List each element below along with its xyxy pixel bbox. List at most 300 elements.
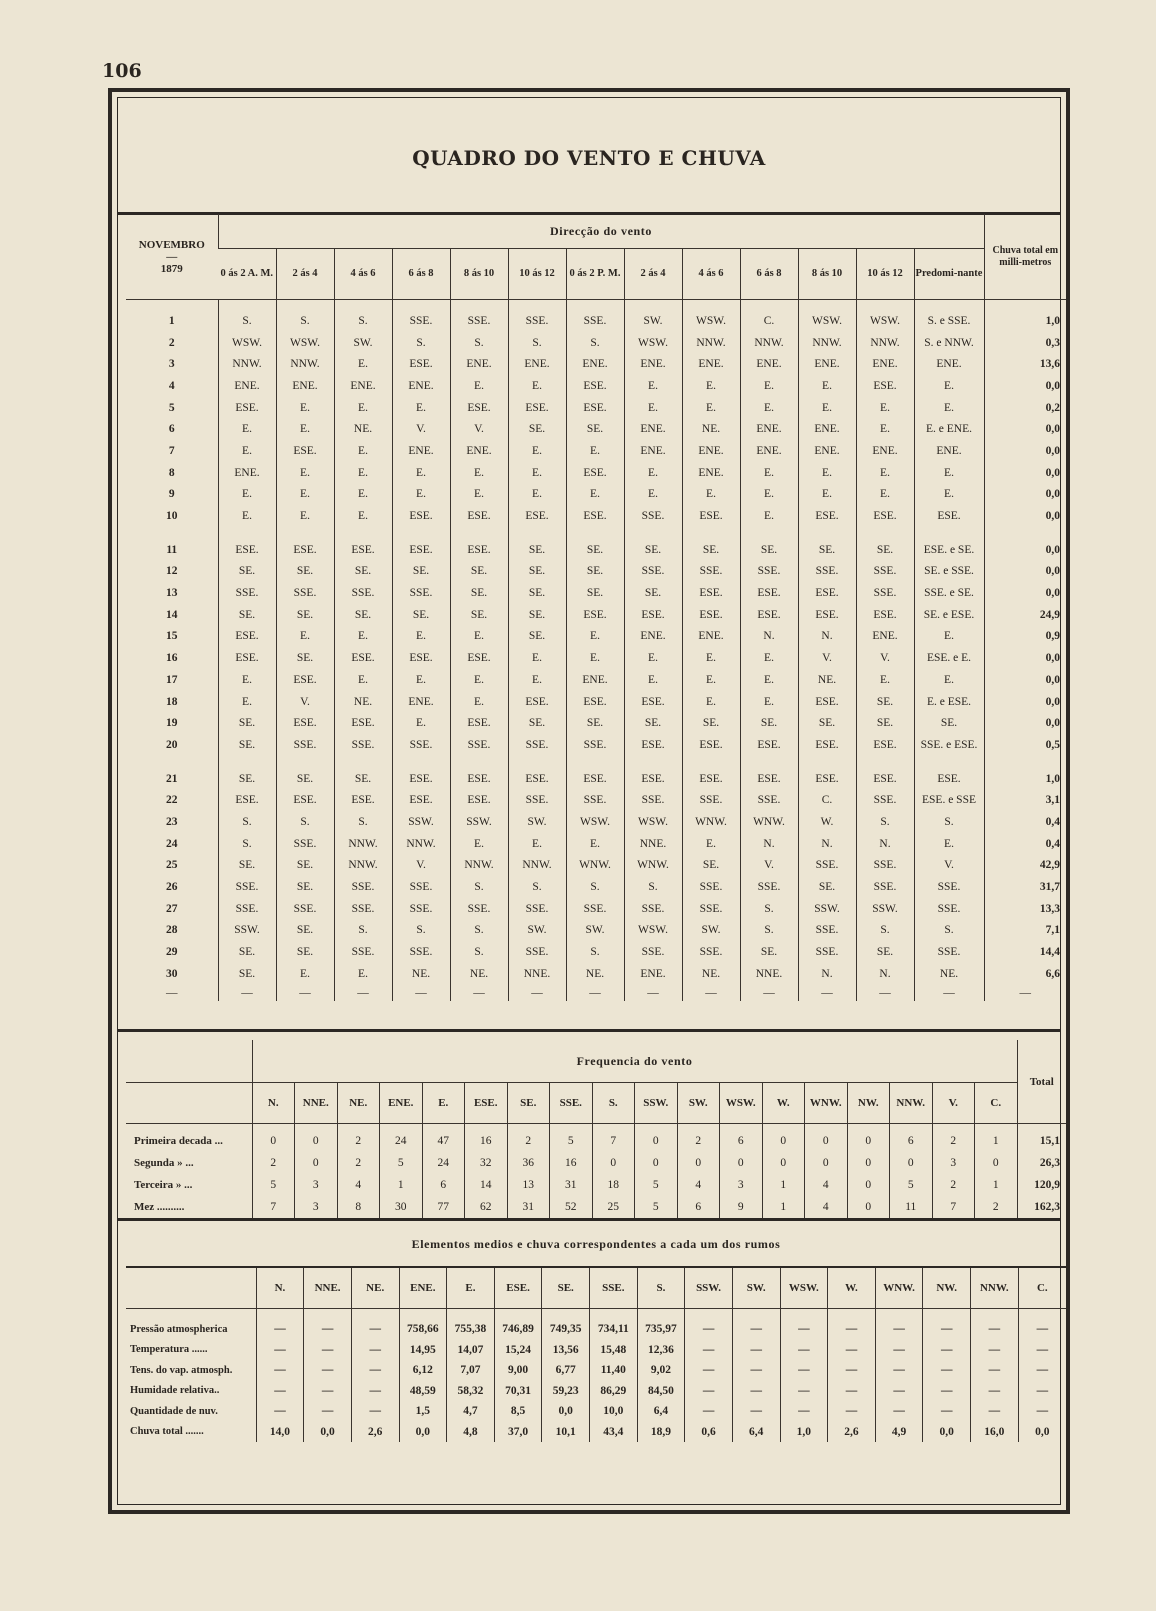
elements-cell: 37,0 bbox=[494, 1422, 542, 1443]
wind-cell: NNW. bbox=[798, 332, 856, 354]
elements-cell: — bbox=[1018, 1401, 1066, 1422]
frequency-cell: 0 bbox=[720, 1152, 763, 1174]
frequency-cell: 0 bbox=[975, 1152, 1018, 1174]
elements-cell: — bbox=[351, 1401, 399, 1422]
wind-cell: E. bbox=[450, 669, 508, 691]
wind-cell: ESE. bbox=[508, 397, 566, 419]
wind-cell: ESE. e SE. bbox=[914, 539, 984, 561]
rain-cell: 1,0 bbox=[984, 300, 1066, 332]
table-row bbox=[126, 300, 1066, 332]
wind-cell: E. bbox=[740, 647, 798, 669]
elements-cell: 758,66 bbox=[399, 1309, 447, 1340]
wind-cell: SE. bbox=[798, 712, 856, 734]
wind-cell: SW. bbox=[334, 332, 392, 354]
wind-cell: E. bbox=[682, 669, 740, 691]
elements-cell: 0,0 bbox=[923, 1422, 971, 1443]
wind-cell: ESE. bbox=[798, 734, 856, 756]
wind-cell: S. bbox=[856, 920, 914, 942]
elements-cell: — bbox=[971, 1360, 1019, 1381]
rain-cell: 0,0 bbox=[984, 561, 1066, 583]
wind-cell: ESE. bbox=[450, 768, 508, 790]
gap-cell bbox=[392, 756, 450, 768]
wind-cell: ESE. bbox=[450, 397, 508, 419]
wind-cell: NNE. bbox=[508, 963, 566, 985]
table-row bbox=[126, 811, 1066, 833]
wind-cell: E. bbox=[798, 375, 856, 397]
wind-cell: E. bbox=[624, 375, 682, 397]
end-dash-cell: — bbox=[166, 986, 178, 999]
wind-cell: ENE. bbox=[798, 418, 856, 440]
wind-cell: E. bbox=[682, 647, 740, 669]
gap-cell bbox=[984, 527, 1066, 539]
end-dash-cell: — bbox=[450, 985, 508, 1001]
wind-cell: E. bbox=[682, 375, 740, 397]
wind-cell: ESE. bbox=[856, 505, 914, 527]
elements-cell: — bbox=[828, 1401, 876, 1422]
day-cell: 2 bbox=[168, 336, 175, 349]
frequency-cell: 5 bbox=[380, 1152, 423, 1174]
wind-cell: ENE. bbox=[624, 418, 682, 440]
frequency-cell: 1 bbox=[975, 1174, 1018, 1196]
wind-cell: SSE. bbox=[218, 876, 276, 898]
wind-cell: E. bbox=[218, 505, 276, 527]
column-header: 8 ás 10 bbox=[450, 249, 508, 300]
end-row bbox=[126, 985, 1066, 1001]
wind-cell: ESE. bbox=[740, 768, 798, 790]
gap-cell bbox=[218, 527, 276, 539]
elements-cell: — bbox=[828, 1309, 876, 1340]
wind-cell: N. bbox=[740, 833, 798, 855]
gap-cell bbox=[740, 756, 798, 768]
wind-cell: E. bbox=[740, 375, 798, 397]
frequency-row bbox=[126, 1152, 1066, 1174]
day-cell: 3 bbox=[168, 358, 175, 371]
frequency-cell: 1 bbox=[762, 1174, 805, 1196]
frequency-column-header: SW. bbox=[677, 1083, 720, 1124]
wind-cell: ENE. bbox=[624, 963, 682, 985]
wind-cell: SSE. bbox=[508, 789, 566, 811]
elements-column-header: SSE. bbox=[590, 1267, 638, 1309]
frequency-column-header: V. bbox=[932, 1083, 975, 1124]
wind-cell: E. e ENE. bbox=[914, 418, 984, 440]
wind-cell: SE. bbox=[856, 712, 914, 734]
wind-cell: E. bbox=[218, 669, 276, 691]
frequency-cell: 52 bbox=[550, 1196, 593, 1218]
elements-cell: — bbox=[923, 1340, 971, 1361]
frequency-cell: 1 bbox=[975, 1124, 1018, 1153]
wind-cell: ESE. bbox=[218, 626, 276, 648]
wind-cell: ESE. bbox=[914, 768, 984, 790]
table-row bbox=[126, 332, 1066, 354]
rain-cell: 3,1 bbox=[984, 789, 1066, 811]
table-row bbox=[126, 669, 1066, 691]
wind-cell: SSE. bbox=[334, 734, 392, 756]
frequency-cell: 0 bbox=[252, 1124, 295, 1153]
wind-cell: SSE. bbox=[508, 734, 566, 756]
wind-cell: ESE. bbox=[624, 604, 682, 626]
wind-cell: E. bbox=[450, 375, 508, 397]
wind-cell: SE. bbox=[276, 768, 334, 790]
elements-cell: 0,0 bbox=[304, 1422, 352, 1443]
end-dash-cell: — bbox=[914, 985, 984, 1001]
direction-group-header: Direcção do vento bbox=[218, 214, 984, 249]
table-row bbox=[126, 484, 1066, 506]
table-row bbox=[126, 505, 1066, 527]
gap-cell bbox=[126, 527, 218, 539]
wind-cell: S. bbox=[450, 941, 508, 963]
frequency-cell: 5 bbox=[550, 1124, 593, 1153]
wind-cell: SSE. bbox=[566, 898, 624, 920]
frequency-cell: 47 bbox=[422, 1124, 465, 1153]
frequency-row bbox=[126, 1124, 1066, 1153]
wind-cell: SE. bbox=[508, 712, 566, 734]
day-cell: 8 bbox=[168, 466, 175, 479]
wind-cell: ENE. bbox=[218, 375, 276, 397]
wind-cell: SW. bbox=[508, 920, 566, 942]
wind-cell: SE. bbox=[682, 855, 740, 877]
frequency-cell: 0 bbox=[847, 1124, 890, 1153]
elements-table bbox=[126, 1222, 1066, 1442]
table-row bbox=[126, 375, 1066, 397]
wind-cell: NNW. bbox=[856, 332, 914, 354]
elements-cell: 1,0 bbox=[780, 1422, 828, 1443]
wind-cell: SE. bbox=[276, 876, 334, 898]
wind-cell: NNW. bbox=[218, 353, 276, 375]
elements-column-header: WSW. bbox=[780, 1267, 828, 1309]
wind-cell: E. bbox=[392, 712, 450, 734]
wind-cell: E. bbox=[392, 397, 450, 419]
frequency-cell: 16 bbox=[465, 1124, 508, 1153]
frequency-cell: 5 bbox=[635, 1174, 678, 1196]
elements-cell: — bbox=[304, 1360, 352, 1381]
wind-cell: ENE. bbox=[682, 440, 740, 462]
column-header: 6 ás 8 bbox=[392, 249, 450, 300]
wind-cell: E. bbox=[914, 833, 984, 855]
gap-cell bbox=[450, 756, 508, 768]
wind-cell: ESE. bbox=[624, 691, 682, 713]
wind-cell: SE. bbox=[218, 963, 276, 985]
day-cell: 21 bbox=[166, 772, 178, 785]
wind-cell: SSE. bbox=[508, 941, 566, 963]
day-cell: 16 bbox=[166, 652, 178, 665]
wind-cell: S. bbox=[740, 898, 798, 920]
frequency-column-header: E. bbox=[422, 1083, 465, 1124]
column-header-row bbox=[126, 249, 1066, 300]
day-cell: 15 bbox=[166, 630, 178, 643]
wind-cell: ESE. bbox=[682, 768, 740, 790]
wind-cell: ESE. e E. bbox=[914, 647, 984, 669]
rain-cell: 0,9 bbox=[984, 626, 1066, 648]
wind-cell: N. bbox=[856, 833, 914, 855]
wind-cell: V. bbox=[450, 418, 508, 440]
rain-cell: 0,0 bbox=[984, 375, 1066, 397]
elements-cell: 15,24 bbox=[494, 1340, 542, 1361]
wind-cell: ESE. bbox=[334, 539, 392, 561]
frequency-cell: 2 bbox=[975, 1196, 1018, 1218]
wind-cell: E. bbox=[914, 484, 984, 506]
wind-cell: SSE. bbox=[798, 561, 856, 583]
frequency-cell: 3 bbox=[720, 1174, 763, 1196]
elements-cell: — bbox=[875, 1401, 923, 1422]
wind-cell: SSE. bbox=[624, 505, 682, 527]
wind-cell: ENE. bbox=[218, 462, 276, 484]
frequency-cell: 24 bbox=[422, 1152, 465, 1174]
day-cell: 7 bbox=[168, 444, 175, 457]
wind-cell: ESE. bbox=[392, 768, 450, 790]
wind-cell: ESE. bbox=[276, 440, 334, 462]
day-cell: 10 bbox=[166, 510, 178, 523]
wind-cell: E. bbox=[798, 484, 856, 506]
elements-cell: — bbox=[923, 1309, 971, 1340]
wind-cell: SE. bbox=[508, 582, 566, 604]
elements-row bbox=[126, 1401, 1066, 1422]
wind-cell: ESE. bbox=[682, 582, 740, 604]
wind-cell: WSW. bbox=[624, 332, 682, 354]
wind-cell: SE. bbox=[218, 561, 276, 583]
elements-cell: — bbox=[1018, 1360, 1066, 1381]
elements-cell: 2,6 bbox=[351, 1422, 399, 1443]
gap-cell bbox=[624, 527, 682, 539]
divider bbox=[118, 1029, 1060, 1032]
wind-cell: E. bbox=[624, 647, 682, 669]
wind-cell: ENE. bbox=[682, 353, 740, 375]
frequency-cell: 13 bbox=[507, 1174, 550, 1196]
wind-cell: SSE. bbox=[682, 561, 740, 583]
frequency-cell: 31 bbox=[507, 1196, 550, 1218]
wind-cell: ESE. bbox=[682, 604, 740, 626]
column-header: 10 ás 12 bbox=[856, 249, 914, 300]
day-cell: 22 bbox=[166, 794, 178, 807]
wind-cell: SE. bbox=[334, 768, 392, 790]
wind-cell: E. bbox=[682, 397, 740, 419]
wind-cell: SSE. bbox=[740, 876, 798, 898]
frequency-row bbox=[126, 1174, 1066, 1196]
table-row bbox=[126, 626, 1066, 648]
wind-cell: NE. bbox=[682, 963, 740, 985]
frequency-cell: 0 bbox=[805, 1124, 848, 1153]
rain-cell: 31,7 bbox=[984, 876, 1066, 898]
table-row bbox=[126, 440, 1066, 462]
wind-cell: E. bbox=[334, 397, 392, 419]
frequency-row-label: Segunda » ... bbox=[134, 1157, 194, 1169]
wind-cell: ENE. bbox=[392, 440, 450, 462]
day-cell: 26 bbox=[166, 881, 178, 894]
page-title: QUADRO DO VENTO E CHUVA bbox=[412, 146, 766, 170]
column-header: 2 ás 4 bbox=[276, 249, 334, 300]
elements-cell: — bbox=[971, 1340, 1019, 1361]
wind-cell: E. bbox=[566, 440, 624, 462]
elements-cell: 86,29 bbox=[590, 1381, 638, 1402]
frequency-total-cell: 15,1 bbox=[1017, 1124, 1066, 1153]
elements-cell: — bbox=[351, 1360, 399, 1381]
elements-cell: — bbox=[685, 1401, 733, 1422]
elements-label-header bbox=[126, 1267, 256, 1309]
table-row bbox=[126, 941, 1066, 963]
wind-cell: ESE. bbox=[392, 539, 450, 561]
wind-cell: SE. bbox=[508, 539, 566, 561]
wind-cell: SE. bbox=[624, 582, 682, 604]
wind-cell: SE. bbox=[218, 734, 276, 756]
wind-cell: E. bbox=[276, 418, 334, 440]
frequency-column-header: WSW. bbox=[720, 1083, 763, 1124]
day-cell: 28 bbox=[166, 924, 178, 937]
gap-cell bbox=[508, 527, 566, 539]
wind-cell: NE. bbox=[566, 963, 624, 985]
wind-cell: NNW. bbox=[508, 855, 566, 877]
wind-cell: NE. bbox=[450, 963, 508, 985]
end-dash-cell: — bbox=[624, 985, 682, 1001]
wind-cell: ESE. bbox=[276, 539, 334, 561]
elements-cell: 9,02 bbox=[637, 1360, 685, 1381]
elements-cell: 8,5 bbox=[494, 1401, 542, 1422]
wind-cell: ESE. bbox=[856, 604, 914, 626]
wind-cell: ENE. bbox=[624, 440, 682, 462]
end-dash-cell: — bbox=[856, 985, 914, 1001]
elements-row-label: Quantidade de nuv. bbox=[130, 1405, 218, 1417]
frequency-column-header: ENE. bbox=[380, 1083, 423, 1124]
frequency-caption: Frequencia do vento bbox=[252, 1040, 1017, 1083]
day-cell: 9 bbox=[168, 488, 175, 501]
wind-cell: E. bbox=[624, 484, 682, 506]
wind-cell: ESE. bbox=[566, 462, 624, 484]
wind-cell: NE. bbox=[334, 418, 392, 440]
frequency-cell: 14 bbox=[465, 1174, 508, 1196]
wind-cell: WSW. bbox=[566, 811, 624, 833]
wind-cell: E. bbox=[508, 440, 566, 462]
elements-cell: 4,8 bbox=[447, 1422, 495, 1443]
wind-cell: S. bbox=[218, 833, 276, 855]
elements-column-header: NNW. bbox=[971, 1267, 1019, 1309]
elements-row-label: Temperatura ...... bbox=[130, 1344, 208, 1356]
wind-cell: ENE. bbox=[798, 353, 856, 375]
wind-cell: SSE. bbox=[682, 898, 740, 920]
wind-cell: SSE. bbox=[334, 582, 392, 604]
wind-cell: ESE. bbox=[334, 789, 392, 811]
wind-cell: SE. bbox=[276, 920, 334, 942]
wind-cell: SE. bbox=[856, 691, 914, 713]
gap-cell bbox=[740, 527, 798, 539]
wind-cell: E. bbox=[334, 462, 392, 484]
rain-cell: 13,3 bbox=[984, 898, 1066, 920]
frequency-cell: 3 bbox=[295, 1196, 338, 1218]
column-header: 0 ás 2 A. M. bbox=[218, 249, 276, 300]
end-dash-cell: — bbox=[984, 985, 1066, 1001]
wind-cell: SE. bbox=[276, 855, 334, 877]
wind-cell: N. bbox=[740, 626, 798, 648]
column-header: Predomi-nante bbox=[914, 249, 984, 300]
wind-cell: SSE. bbox=[624, 941, 682, 963]
wind-cell: ESE. bbox=[682, 734, 740, 756]
wind-cell: SW. bbox=[624, 300, 682, 332]
wind-cell: E. bbox=[682, 691, 740, 713]
wind-cell: ENE. bbox=[566, 669, 624, 691]
end-dash-cell: — bbox=[508, 985, 566, 1001]
gap-cell bbox=[126, 756, 218, 768]
wind-cell: SE. bbox=[218, 768, 276, 790]
wind-cell: ENE. bbox=[914, 353, 984, 375]
elements-cell: — bbox=[923, 1360, 971, 1381]
gap-cell bbox=[276, 756, 334, 768]
wind-cell: SE. bbox=[682, 539, 740, 561]
elements-cell: 0,0 bbox=[1018, 1422, 1066, 1443]
frequency-cell: 9 bbox=[720, 1196, 763, 1218]
elements-column-header: C. bbox=[1018, 1267, 1066, 1309]
wind-cell: SSE. bbox=[392, 898, 450, 920]
wind-cell: SW. bbox=[566, 920, 624, 942]
table-row bbox=[126, 647, 1066, 669]
elements-cell: — bbox=[304, 1309, 352, 1340]
elements-cell: 12,36 bbox=[637, 1340, 685, 1361]
wind-direction-table bbox=[126, 214, 1066, 1001]
wind-cell: E. bbox=[798, 397, 856, 419]
wind-cell: SE. bbox=[566, 582, 624, 604]
wind-cell: ESE. bbox=[450, 712, 508, 734]
elements-column-header: W. bbox=[828, 1267, 876, 1309]
wind-cell: ESE. bbox=[624, 768, 682, 790]
wind-cell: ENE. bbox=[450, 353, 508, 375]
wind-cell: E. bbox=[218, 691, 276, 713]
wind-cell: S. bbox=[914, 920, 984, 942]
elements-cell: 746,89 bbox=[494, 1309, 542, 1340]
table-row bbox=[126, 561, 1066, 583]
elements-cell: — bbox=[971, 1309, 1019, 1340]
end-dash-cell: — bbox=[682, 985, 740, 1001]
frequency-cell: 5 bbox=[635, 1196, 678, 1218]
table-row bbox=[126, 768, 1066, 790]
elements-cell: 59,23 bbox=[542, 1381, 590, 1402]
wind-cell: ENE. bbox=[624, 626, 682, 648]
wind-cell: SE. bbox=[450, 582, 508, 604]
frequency-blank bbox=[126, 1040, 252, 1083]
elements-cell: — bbox=[971, 1381, 1019, 1402]
frequency-total-cell: 120,9 bbox=[1017, 1174, 1066, 1196]
elements-cell: — bbox=[304, 1381, 352, 1402]
wind-cell: ENE. bbox=[392, 375, 450, 397]
wind-cell: SSE. bbox=[624, 789, 682, 811]
wind-cell: NE. bbox=[334, 691, 392, 713]
wind-cell: WSW. bbox=[624, 811, 682, 833]
rain-cell: 0,0 bbox=[984, 418, 1066, 440]
frequency-cell: 6 bbox=[677, 1196, 720, 1218]
frequency-column-header: W. bbox=[762, 1083, 805, 1124]
elements-cell: — bbox=[351, 1381, 399, 1402]
gap-cell bbox=[682, 527, 740, 539]
wind-cell: SSE. bbox=[276, 582, 334, 604]
wind-cell: SE. bbox=[508, 561, 566, 583]
frequency-cell: 31 bbox=[550, 1174, 593, 1196]
wind-cell: ENE. bbox=[276, 375, 334, 397]
elements-cell: 735,97 bbox=[637, 1309, 685, 1340]
wind-cell: ENE. bbox=[914, 440, 984, 462]
wind-cell: SSE. bbox=[392, 582, 450, 604]
frequency-cell: 18 bbox=[592, 1174, 635, 1196]
gap-cell bbox=[624, 756, 682, 768]
wind-cell: S. bbox=[566, 332, 624, 354]
frequency-cell: 2 bbox=[507, 1124, 550, 1153]
wind-cell: SE. bbox=[798, 539, 856, 561]
divider bbox=[118, 1218, 1060, 1221]
elements-cell: 14,0 bbox=[256, 1422, 304, 1443]
wind-cell: ESE. bbox=[624, 734, 682, 756]
frequency-column-header: NNW. bbox=[890, 1083, 933, 1124]
frequency-cell: 6 bbox=[422, 1174, 465, 1196]
wind-cell: ENE. bbox=[682, 462, 740, 484]
wind-cell: ESE. bbox=[856, 768, 914, 790]
column-header: 2 ás 4 bbox=[624, 249, 682, 300]
page-number: 106 bbox=[102, 60, 142, 82]
frequency-cell: 2 bbox=[337, 1124, 380, 1153]
wind-cell: E. bbox=[508, 484, 566, 506]
